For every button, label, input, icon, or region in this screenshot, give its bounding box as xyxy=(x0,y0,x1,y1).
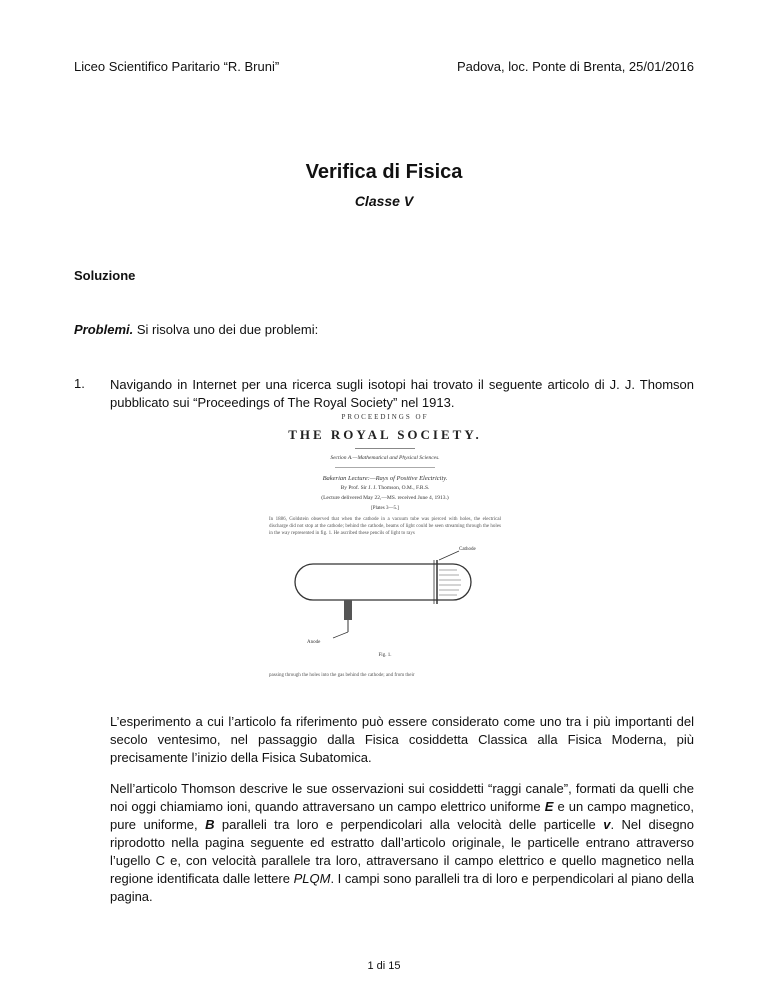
paragraph-text: . I campi sono paralleli tra di loro e perpendicolari al piano della pagina. xyxy=(110,871,694,904)
paragraph-experiment: L’esperimento a cui l’articolo fa riferimento può essere considerato come uno tra i più importanti del secolo ventesimo, nel passaggio dalla Fisica cosiddetta Classica alla Fisica Moderna, più precisamente l’inizio della Fisica Subatomica. xyxy=(110,714,694,765)
article-author: By Prof. Sir J. J. Thomson, O.M., F.R.S. xyxy=(340,485,430,491)
paragraph-thomson xyxy=(110,780,694,906)
paragraph-text: e un campo magnetico, pure uniforme, xyxy=(110,799,694,832)
paragraph-text: Nell’articolo Thomson descrive le sue osservazioni sui cosiddetti “raggi canale”, formati da quelli che noi oggi chiamiamo ioni, quando attraversano un campo elettrico uniforme xyxy=(110,781,694,814)
item-number: 1. xyxy=(74,376,85,391)
article-section: Section A.—Mathematical and Physical Sciences. xyxy=(330,455,440,461)
article-continuation: passing through the holes into the gas behind the cathode; and from their xyxy=(269,673,415,678)
page-title: Verifica di Fisica xyxy=(305,161,463,183)
page-number: 1 di 15 xyxy=(367,960,401,972)
region-label: PLQM xyxy=(293,871,331,886)
header-school: Liceo Scientifico Paritario “R. Bruni” xyxy=(74,59,280,74)
section-heading: Soluzione xyxy=(74,268,136,283)
page-subtitle: Classe V xyxy=(354,193,414,209)
article-proceedings: PROCEEDINGS OF xyxy=(341,413,429,421)
article-rule xyxy=(355,448,415,449)
problems-lead: Problemi. xyxy=(74,322,134,337)
symbol-velocity: v xyxy=(603,817,611,832)
paragraph-text: . Nel disegno riprodotto nella pagina seguente ed estratto dall’articolo originale, le particelle entrano attraverso l’ugello C e, con velocità parallele tra loro, attraversano il campo elettrico e quello magnetico nella regione identificata dalle lettere xyxy=(110,817,695,886)
discharge-tube-figure xyxy=(289,546,481,658)
article-scan xyxy=(269,413,501,683)
article-lecture: Bakerian Lecture:—Rays of Positive Electricity. xyxy=(322,475,448,482)
article-dates: (Lecture delivered May 22,—MS. received June 4, 1913.) xyxy=(321,495,449,501)
label-cathode: Cathode xyxy=(459,547,476,552)
article-rule xyxy=(335,467,435,468)
article-society: THE ROYAL SOCIETY. xyxy=(288,427,482,442)
article-plates: [Plates 3—5.] xyxy=(371,506,399,511)
header-place-date: Padova, loc. Ponte di Brenta, 25/01/2016 xyxy=(456,59,694,74)
paragraph-text: paralleli tra loro e perpendicolari alla velocità delle particelle xyxy=(214,817,604,832)
figure-caption: Fig. 1. xyxy=(378,653,392,658)
article-body: In 1886, Goldstein observed that when the cathode in a vacuum tube was pierced with holes, the electrical discharge did not stop at the cathode; behind the cathode, beams of light could be seen streaming through the holes in the way represented in fig. 1. He ascribed these pencils of light to rays xyxy=(269,517,501,536)
label-anode: Anode xyxy=(307,640,321,645)
symbol-electric-field: E xyxy=(544,799,554,814)
problems-instruction: Si risolva uno dei due problemi: xyxy=(133,322,319,337)
problems-intro xyxy=(74,322,318,337)
symbol-magnetic-field: B xyxy=(205,817,215,832)
item-text: Navigando in Internet per una ricerca sugli isotopi hai trovato il seguente articolo di J. J. Thomson pubblicato sui “Proceedings of The Royal Society” nel 1913. xyxy=(110,377,694,410)
